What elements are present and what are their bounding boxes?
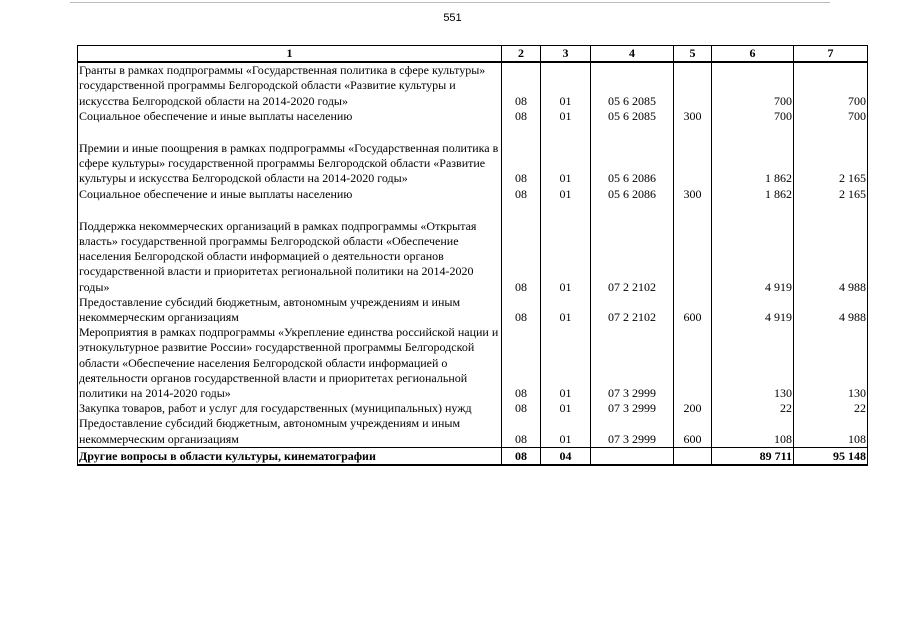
row-expense-type: 300 xyxy=(674,187,712,202)
row-amount-2: 130 xyxy=(794,325,868,401)
row-subsection: 01 xyxy=(541,141,591,187)
row-name: Гранты в рамках подпрограммы «Государственная политика в сфере культуры» государственной программы Белгородской области «Развитие культуры и искусства Белгородской области на 2014-2020 годы» xyxy=(78,62,502,109)
header-row xyxy=(78,46,868,63)
page-number: 551 xyxy=(443,12,462,24)
total-amount-2: 95 148 xyxy=(794,447,868,465)
row-amount-1: 1 862 xyxy=(712,187,794,202)
total-expense-type xyxy=(674,447,712,465)
total-amount-1: 89 711 xyxy=(712,447,794,465)
row-subsection: 01 xyxy=(541,219,591,295)
row-section: 08 xyxy=(502,401,541,416)
row-subsection: 01 xyxy=(541,295,591,325)
row-section: 08 xyxy=(502,219,541,295)
row-amount-1: 108 xyxy=(712,416,794,447)
row-amount-1: 130 xyxy=(712,325,794,401)
row-section: 08 xyxy=(502,325,541,401)
row-subsection: 01 xyxy=(541,416,591,447)
col-header-3: 3 xyxy=(541,46,591,63)
row-target-code: 07 2 2102 xyxy=(591,295,674,325)
row-name: Премии и иные поощрения в рамках подпрограммы «Государственная политика в сфере культуры» государственной программы Белгородской области «Развитие культуры и искусства Белгородской области на 2014-2020 годы» xyxy=(78,141,502,187)
row-name: Предоставление субсидий бюджетным, автономным учреждениям и иным некоммерческим организациям xyxy=(78,295,502,325)
row-section: 08 xyxy=(502,295,541,325)
row-target-code: 05 6 2085 xyxy=(591,109,674,124)
table-row xyxy=(78,401,868,416)
row-target-code: 07 2 2102 xyxy=(591,219,674,295)
table-row xyxy=(78,62,868,109)
row-expense-type xyxy=(674,62,712,109)
row-section: 08 xyxy=(502,109,541,124)
row-amount-2: 2 165 xyxy=(794,187,868,202)
row-amount-1: 22 xyxy=(712,401,794,416)
row-amount-2: 22 xyxy=(794,401,868,416)
table-row xyxy=(78,325,868,401)
row-target-code: 05 6 2085 xyxy=(591,62,674,109)
table-row xyxy=(78,295,868,325)
row-section: 08 xyxy=(502,416,541,447)
col-header-2: 2 xyxy=(502,46,541,63)
row-subsection: 01 xyxy=(541,109,591,124)
row-name: Мероприятия в рамках подпрограммы «Укрепление единства российской нации и этнокультурное развитие России» государственной программы Белгородской области «Обеспечение населения Белгородской области информацией о деятельности органов государственной власти и приоритетах региональной политики на 2014-2020 годы» xyxy=(78,325,502,401)
row-amount-1: 700 xyxy=(712,109,794,124)
row-expense-type: 600 xyxy=(674,416,712,447)
col-header-6: 6 xyxy=(712,46,794,63)
row-target-code: 05 6 2086 xyxy=(591,187,674,202)
spacer-row xyxy=(78,202,868,219)
row-section: 08 xyxy=(502,62,541,109)
row-subsection: 01 xyxy=(541,325,591,401)
total-section: 08 xyxy=(502,447,541,465)
row-expense-type: 600 xyxy=(674,295,712,325)
col-header-7: 7 xyxy=(794,46,868,63)
table-row xyxy=(78,219,868,295)
row-name: Социальное обеспечение и иные выплаты населению xyxy=(78,109,502,124)
row-amount-2: 4 988 xyxy=(794,295,868,325)
col-header-1: 1 xyxy=(78,46,502,63)
row-expense-type: 200 xyxy=(674,401,712,416)
row-subsection: 01 xyxy=(541,62,591,109)
total-name: Другие вопросы в области культуры, кинематографии xyxy=(78,447,502,465)
row-name: Поддержка некоммерческих организаций в рамках подпрограммы «Открытая власть» государственной программы Белгородской области «Обеспечение населения Белгородской области информацией о деятельности органов государственной власти и приоритетах региональной политики на 2014-2020 годы» xyxy=(78,219,502,295)
total-row xyxy=(78,447,868,465)
col-header-5: 5 xyxy=(674,46,712,63)
table-row xyxy=(78,141,868,187)
table-row xyxy=(78,109,868,124)
row-amount-1: 700 xyxy=(712,62,794,109)
row-expense-type xyxy=(674,219,712,295)
row-target-code: 05 6 2086 xyxy=(591,141,674,187)
col-header-4: 4 xyxy=(591,46,674,63)
row-amount-2: 700 xyxy=(794,109,868,124)
table-row xyxy=(78,416,868,447)
row-name: Предоставление субсидий бюджетным, автономным учреждениям и иным некоммерческим организациям xyxy=(78,416,502,447)
row-amount-1: 4 919 xyxy=(712,219,794,295)
row-target-code: 07 3 2999 xyxy=(591,401,674,416)
row-name: Социальное обеспечение и иные выплаты населению xyxy=(78,187,502,202)
row-expense-type xyxy=(674,141,712,187)
row-subsection: 01 xyxy=(541,401,591,416)
total-target-code xyxy=(591,447,674,465)
row-amount-2: 700 xyxy=(794,62,868,109)
row-target-code: 07 3 2999 xyxy=(591,416,674,447)
row-amount-1: 1 862 xyxy=(712,141,794,187)
row-target-code: 07 3 2999 xyxy=(591,325,674,401)
row-name: Закупка товаров, работ и услуг для государственных (муниципальных) нужд xyxy=(78,401,502,416)
spacer-row xyxy=(78,124,868,141)
row-amount-2: 4 988 xyxy=(794,219,868,295)
top-edge-line xyxy=(70,2,830,3)
row-amount-2: 108 xyxy=(794,416,868,447)
table-row xyxy=(78,187,868,202)
row-section: 08 xyxy=(502,141,541,187)
row-section: 08 xyxy=(502,187,541,202)
row-expense-type: 300 xyxy=(674,109,712,124)
budget-table xyxy=(77,45,868,466)
row-expense-type xyxy=(674,325,712,401)
row-amount-1: 4 919 xyxy=(712,295,794,325)
total-subsection: 04 xyxy=(541,447,591,465)
row-subsection: 01 xyxy=(541,187,591,202)
row-amount-2: 2 165 xyxy=(794,141,868,187)
